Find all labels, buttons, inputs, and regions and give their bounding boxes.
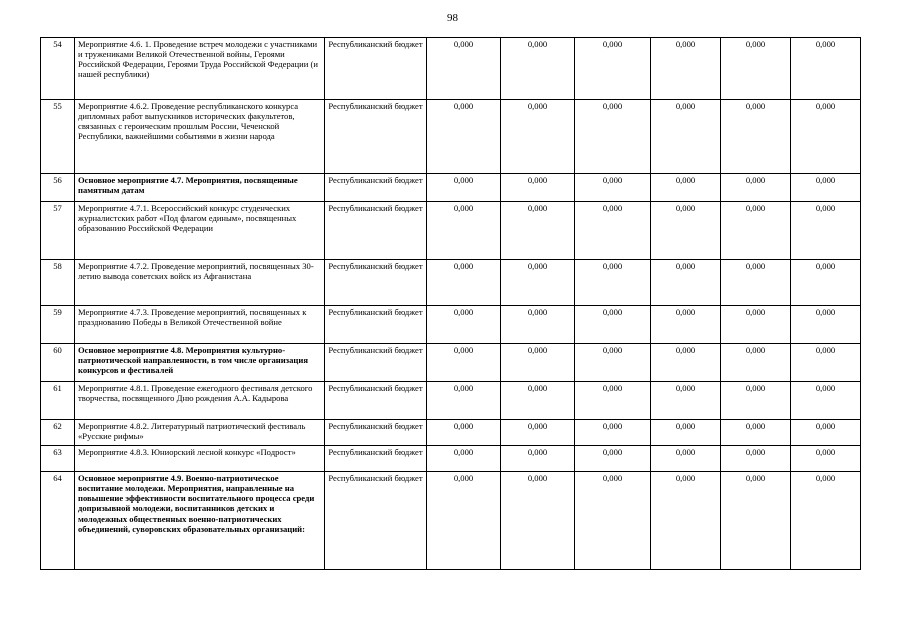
activity-name: Основное мероприятие 4.8. Мероприятия культурно-патриотической направленности, в том числе организация конкурсов и фестивалей [75,344,325,382]
activity-name: Мероприятие 4.7.3. Проведение мероприятий, посвященных к празднованию Победы в Великой Отечественной войне [75,306,325,344]
funding-value: 0,000 [501,344,575,382]
funding-value: 0,000 [501,38,575,100]
funding-value: 0,000 [651,344,721,382]
table-row [41,174,861,202]
funding-value: 0,000 [501,382,575,420]
funding-value: 0,000 [721,446,791,472]
funding-value: 0,000 [721,174,791,202]
funding-value: 0,000 [651,38,721,100]
row-number: 62 [41,420,75,446]
funding-value: 0,000 [501,420,575,446]
funding-value: 0,000 [427,38,501,100]
table-row [41,472,861,570]
activity-name: Мероприятие 4.8.3. Юниорский лесной конкурс «Подрост» [75,446,325,472]
funding-source: Республиканский бюджет [325,472,427,570]
row-number: 64 [41,472,75,570]
activity-name: Мероприятие 4.7.1. Всероссийский конкурс студенческих журналистских работ «Под флагом единым», посвященных образованию Российской Федерации [75,202,325,260]
funding-value: 0,000 [721,420,791,446]
funding-value: 0,000 [651,420,721,446]
funding-value: 0,000 [427,446,501,472]
funding-value: 0,000 [575,472,651,570]
funding-value: 0,000 [575,100,651,174]
table-row [41,344,861,382]
funding-value: 0,000 [721,344,791,382]
activity-name: Мероприятие 4.7.2. Проведение мероприятий, посвященных 30-летию вывода советских войск из Афганистана [75,260,325,306]
funding-source: Республиканский бюджет [325,382,427,420]
funding-value: 0,000 [651,472,721,570]
funding-value: 0,000 [651,306,721,344]
row-number: 63 [41,446,75,472]
funding-value: 0,000 [427,260,501,306]
funding-value: 0,000 [791,174,861,202]
funding-value: 0,000 [501,472,575,570]
row-number: 58 [41,260,75,306]
funding-value: 0,000 [791,306,861,344]
funding-value: 0,000 [651,100,721,174]
table-row [41,100,861,174]
funding-value: 0,000 [721,260,791,306]
row-number: 55 [41,100,75,174]
funding-value: 0,000 [427,306,501,344]
funding-value: 0,000 [721,100,791,174]
row-number: 56 [41,174,75,202]
funding-value: 0,000 [791,38,861,100]
funding-value: 0,000 [721,472,791,570]
funding-value: 0,000 [575,446,651,472]
funding-value: 0,000 [575,202,651,260]
funding-value: 0,000 [721,38,791,100]
funding-value: 0,000 [791,100,861,174]
funding-value: 0,000 [791,472,861,570]
funding-source: Республиканский бюджет [325,202,427,260]
funding-value: 0,000 [575,306,651,344]
funding-value: 0,000 [427,382,501,420]
activity-name: Мероприятие 4.6.2. Проведение республиканского конкурса дипломных работ выпускников исторических факультетов, связанных с героическим прошлым России, Чеченской Республики, важнейшими событиями в жизни народа [75,100,325,174]
row-number: 57 [41,202,75,260]
funding-source: Республиканский бюджет [325,260,427,306]
funding-value: 0,000 [791,202,861,260]
funding-value: 0,000 [651,260,721,306]
funding-value: 0,000 [501,446,575,472]
table-row [41,382,861,420]
funding-value: 0,000 [427,420,501,446]
funding-value: 0,000 [575,382,651,420]
funding-value: 0,000 [427,344,501,382]
funding-value: 0,000 [501,202,575,260]
funding-value: 0,000 [575,420,651,446]
funding-value: 0,000 [501,306,575,344]
funding-value: 0,000 [575,260,651,306]
row-number: 59 [41,306,75,344]
table-row [41,260,861,306]
funding-value: 0,000 [651,382,721,420]
table-row [41,202,861,260]
funding-value: 0,000 [721,382,791,420]
funding-value: 0,000 [427,174,501,202]
activity-name: Мероприятие 4.8.2. Литературный патриотический фестиваль «Русские рифмы» [75,420,325,446]
row-number: 61 [41,382,75,420]
funding-source: Республиканский бюджет [325,306,427,344]
funding-value: 0,000 [721,306,791,344]
table-row [41,38,861,100]
budget-table [40,37,861,570]
funding-value: 0,000 [427,472,501,570]
funding-value: 0,000 [651,174,721,202]
funding-value: 0,000 [575,38,651,100]
funding-value: 0,000 [721,202,791,260]
row-number: 54 [41,38,75,100]
funding-value: 0,000 [501,260,575,306]
funding-value: 0,000 [791,344,861,382]
table-row [41,306,861,344]
funding-source: Республиканский бюджет [325,100,427,174]
funding-value: 0,000 [791,260,861,306]
funding-source: Республиканский бюджет [325,446,427,472]
funding-value: 0,000 [575,344,651,382]
funding-source: Республиканский бюджет [325,420,427,446]
funding-value: 0,000 [651,202,721,260]
funding-source: Республиканский бюджет [325,174,427,202]
activity-name: Мероприятие 4.8.1. Проведение ежегодного фестиваля детского творчества, посвященного Дню рождения А.А. Кадырова [75,382,325,420]
table-row [41,420,861,446]
funding-value: 0,000 [427,100,501,174]
table-row [41,446,861,472]
page-number: 98 [447,12,458,24]
activity-name: Мероприятие 4.6. 1. Проведение встреч молодежи с участниками и тружениками Великой Отечественной войны, Героями Российской Федерации, Героями Труда Российской Федерации (и нашей республики) [75,38,325,100]
activity-name: Основное мероприятие 4.7. Мероприятия, посвященные памятным датам [75,174,325,202]
funding-value: 0,000 [501,100,575,174]
funding-source: Республиканский бюджет [325,38,427,100]
funding-source: Республиканский бюджет [325,344,427,382]
funding-value: 0,000 [501,174,575,202]
funding-value: 0,000 [791,446,861,472]
funding-value: 0,000 [791,382,861,420]
funding-value: 0,000 [575,174,651,202]
activity-name: Основное мероприятие 4.9. Военно-патриотическое воспитание молодежи. Мероприятия, направленные на повышение эффективности воспитательного процесса среди допризывной молодежи, воспитанников детских и молодежных общественных военно-патриотических объединений, суворовских образовательных организаций: [75,472,325,570]
row-number: 60 [41,344,75,382]
funding-value: 0,000 [427,202,501,260]
funding-value: 0,000 [651,446,721,472]
funding-value: 0,000 [791,420,861,446]
